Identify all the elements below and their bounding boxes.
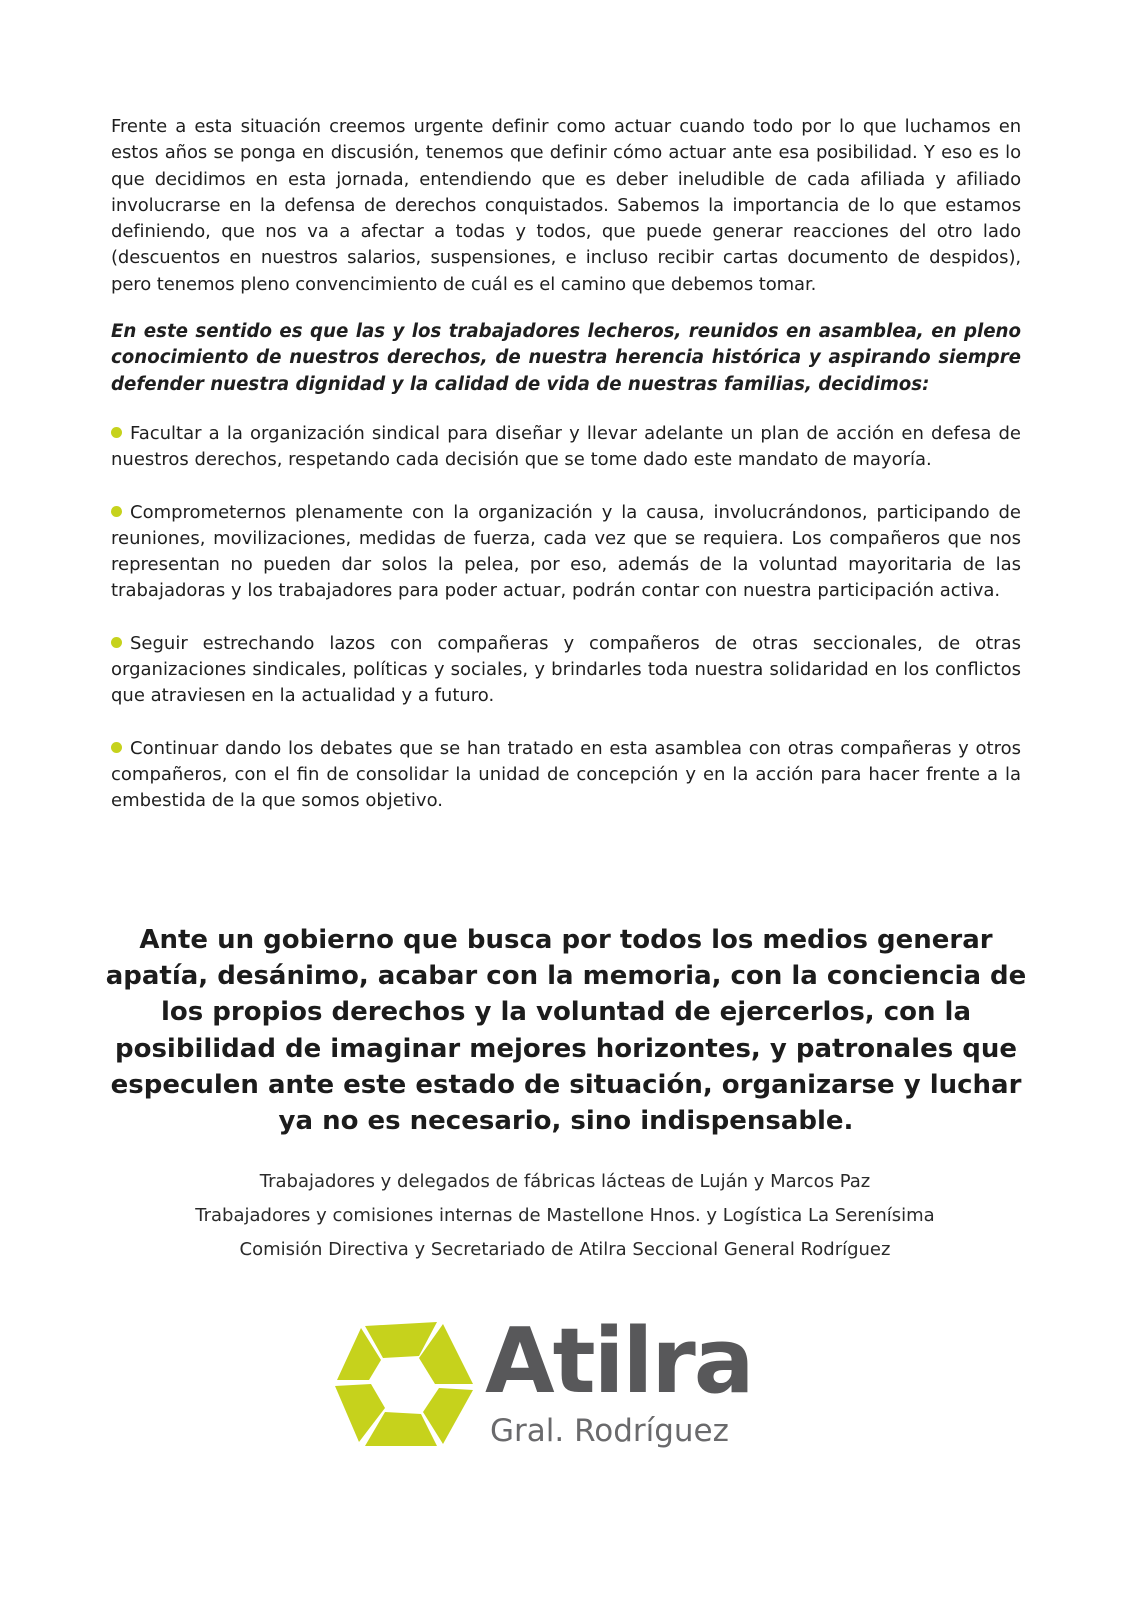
atilra-logo: [335, 1309, 805, 1478]
logo-name: Atilra: [485, 1309, 753, 1414]
bullet-dot-icon: [111, 742, 122, 753]
list-item-text: Comprometernos plenamente con la organización y la causa, involucrándonos, participando de reuniones, movilizaciones, medidas de fuerza, cada vez que se requiera. Los compañeros que nos representan no pueden dar solos la pelea, por eso, además de la voluntad mayoritaria de las trabajadoras y los trabajadores para poder actuar, podrán contar con nuestra participación activa.: [111, 501, 1021, 602]
hexagonal-aperture-icon: [335, 1318, 475, 1448]
list-item: [111, 631, 1021, 710]
list-item-text: Seguir estrechando lazos con compañeras y compañeros de otras seccionales, de otras organizaciones sindicales, políticas y sociales, y brindarles toda nuestra solidaridad en los conflictos que atraviesen en la actualidad y a futuro.: [111, 632, 1021, 707]
closing-statement: Ante un gobierno que busca por todos los medios generar apatía, desánimo, acabar con la memoria, con la conciencia de los propios derechos y la voluntad de ejercerlos, con la posibilidad de imaginar mejores horizontes, y patronales que especulen ante este estado de situación, organizarse y luchar ya no es necesario, sino indispensable.: [105, 925, 1027, 1137]
signatory-line: Trabajadores y delegados de fábricas lácteas de Luján y Marcos Paz: [259, 1171, 871, 1192]
bullet-dot-icon: [111, 427, 122, 438]
intro-paragraph: Frente a esta situación creemos urgente definir como actuar cuando todo por lo que luchamos en estos años se ponga en discusión, tenemos que definir cómo actuar ante esa posibilidad. Y eso es lo que decidimos en esta jornada, entendiendo que es deber ineludible de cada afiliada y afiliado involucrarse en la defensa de derechos conquistados. Sabemos la importancia de lo que estamos definiendo, que nos va a afectar a todas y todos, que puede generar reacciones del otro lado (descuentos en nuestros salarios, suspensiones, e incluso recibir cartas documento de despidos), pero tenemos pleno convencimiento de cuál es el camino que debemos tomar.: [111, 116, 1021, 295]
bullet-dot-icon: [111, 637, 122, 648]
resolution-paragraph: En este sentido es que las y los trabajadores lecheros, reunidos en asamblea, en pleno conocimiento de nuestros derechos, de nuestra herencia histórica y aspirando siempre defender nuestra dignidad y la calidad de vida de nuestras familias, decidimos:: [111, 321, 1021, 395]
logo-subtitle: Gral. Rodríguez: [490, 1413, 729, 1449]
signatories: [100, 1165, 1030, 1267]
list-item: [111, 500, 1021, 605]
list-item-text: Facultar a la organización sindical para diseñar y llevar adelante un plan de acción en defesa de nuestros derechos, respetando cada decisión que se tome dado este mandato de mayoría.: [111, 422, 1021, 471]
list-item: [111, 421, 1021, 474]
resolution-list: [111, 421, 1021, 815]
list-item-text: Continuar dando los debates que se han tratado en esta asamblea con otras compañeras y otros compañeros, con el fin de consolidar la unidad de concepción y en la acción para hacer frente a la embestida de la que somos objetivo.: [111, 737, 1021, 812]
document-body: [111, 114, 1021, 841]
signatory-line: Trabajadores y comisiones internas de Mastellone Hnos. y Logística La Serenísima: [195, 1205, 935, 1226]
list-item: [111, 736, 1021, 815]
signatory-line: Comisión Directiva y Secretariado de Atilra Seccional General Rodríguez: [239, 1239, 891, 1260]
bullet-dot-icon: [111, 506, 122, 517]
